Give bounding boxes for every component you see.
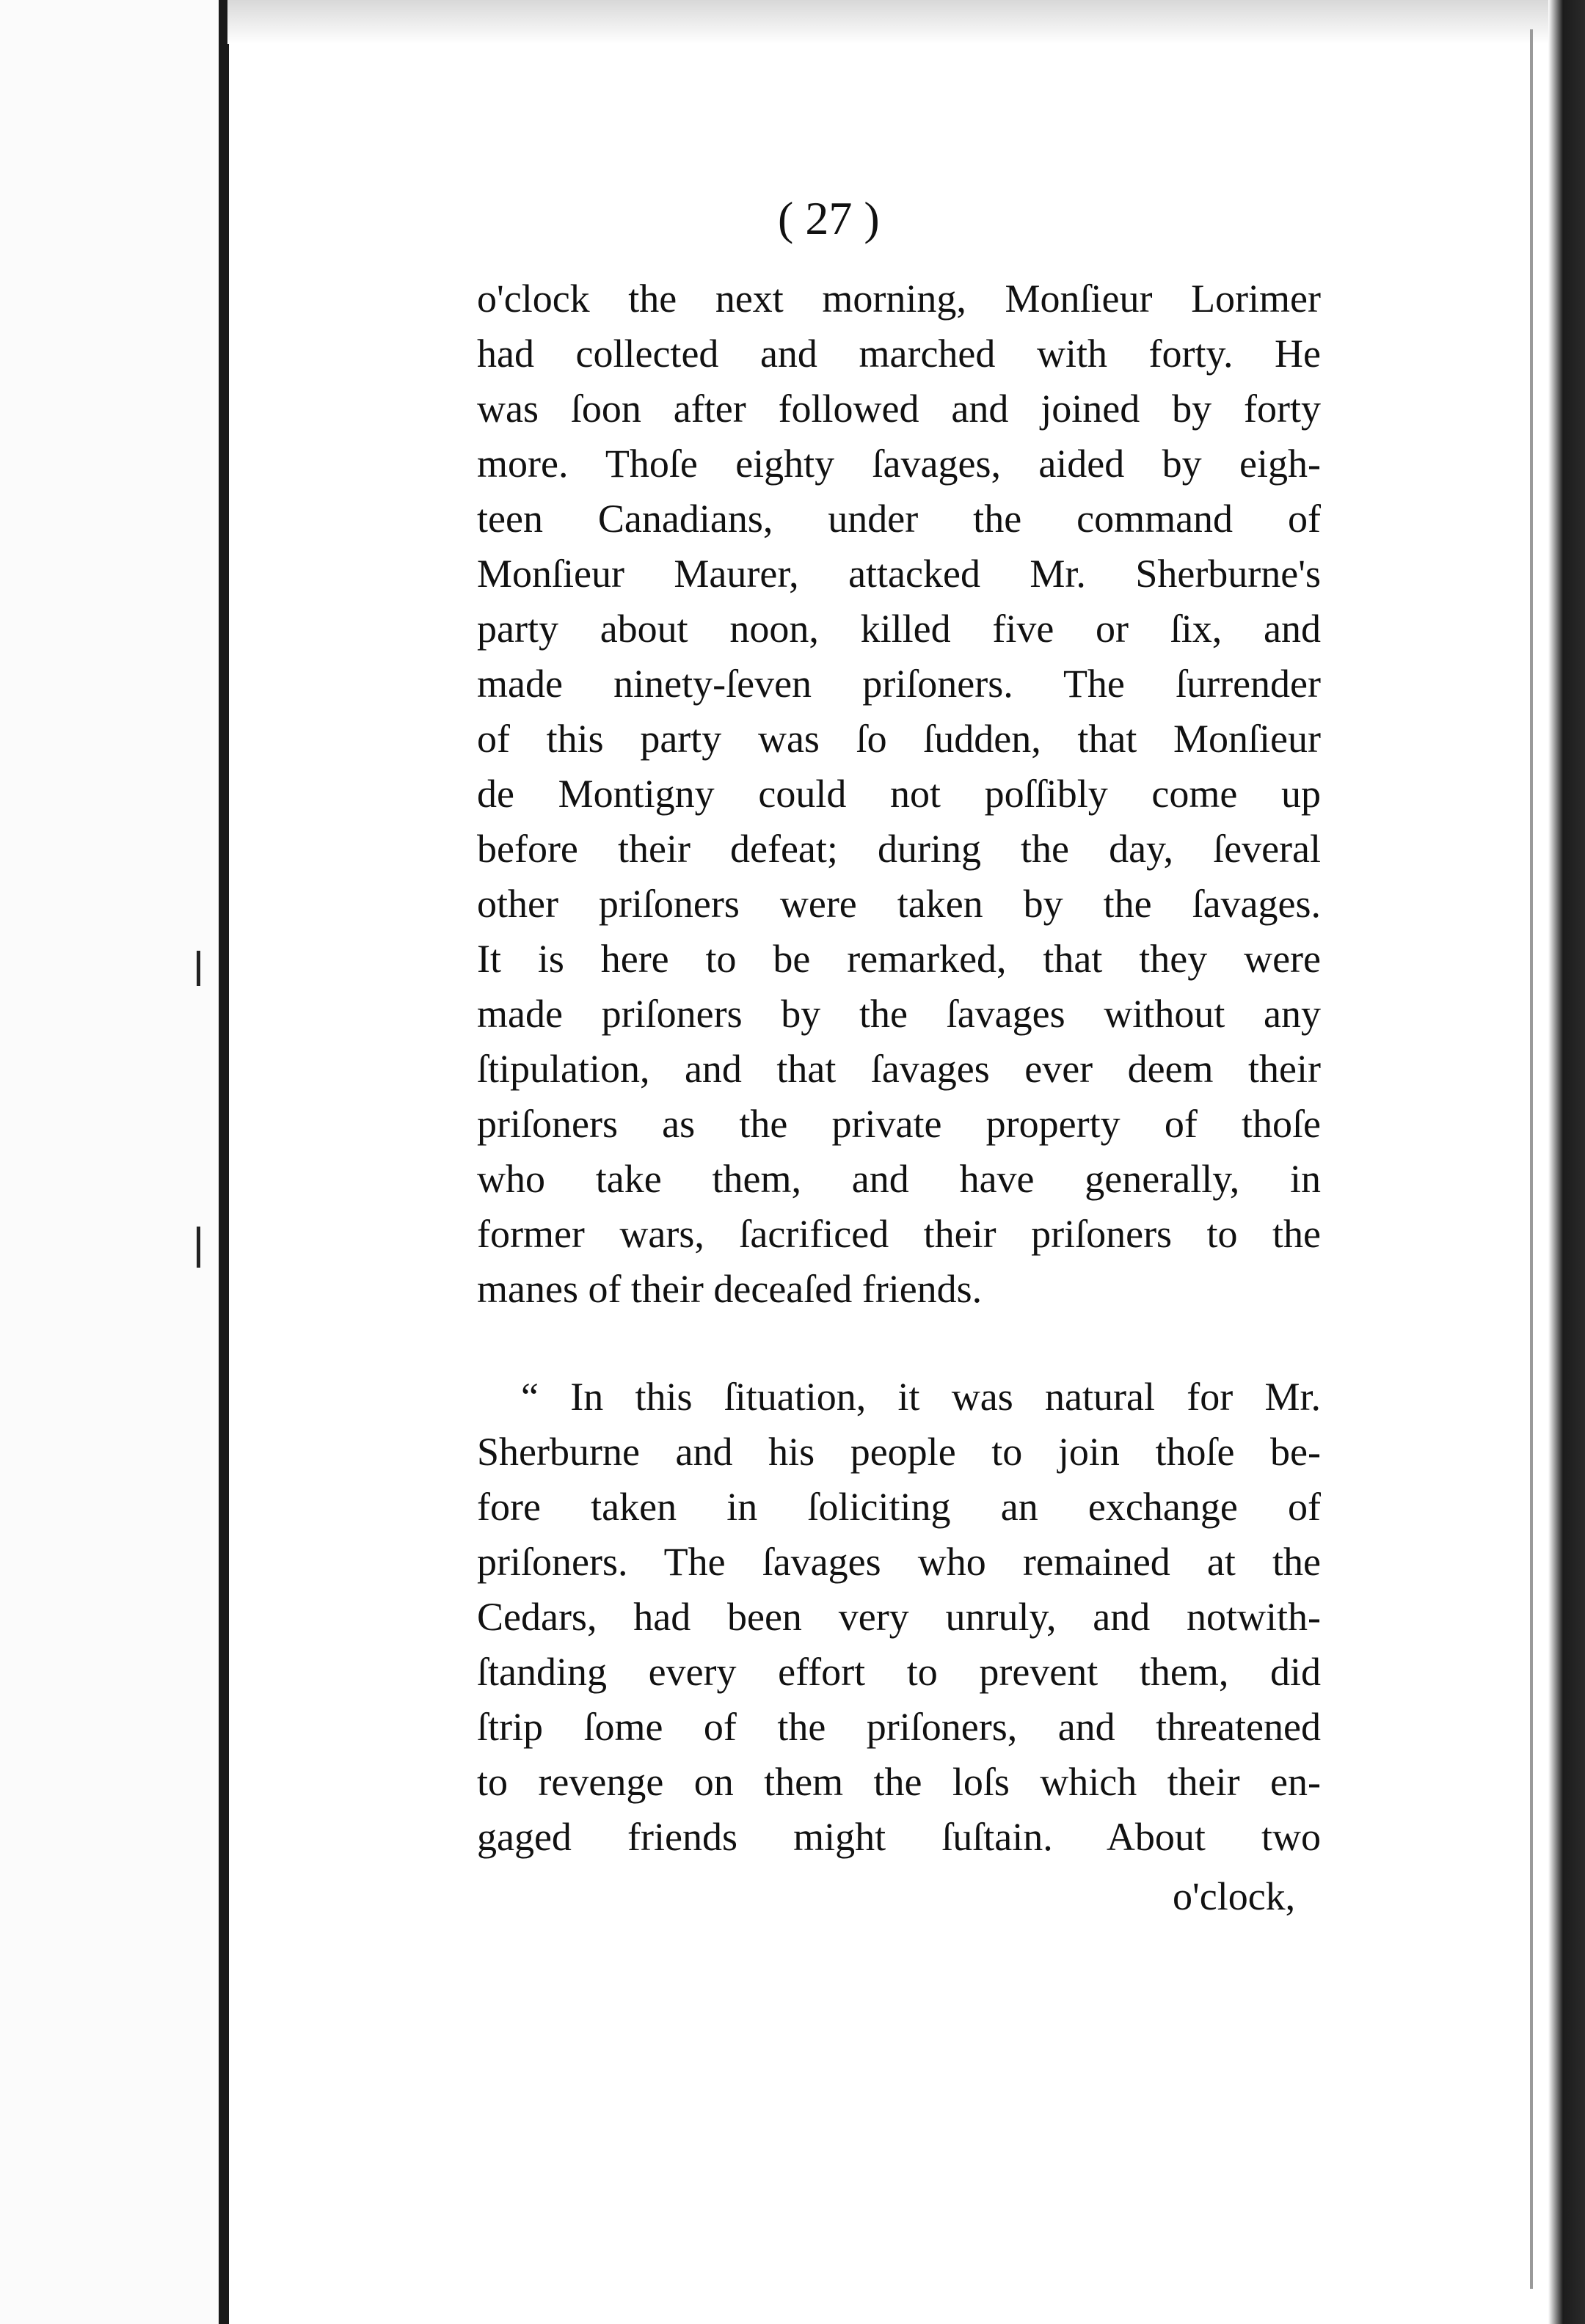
margin-mark (197, 1227, 200, 1268)
catchword: o'clock, (1173, 1874, 1296, 1918)
text-line: before their defeat; during the day, ſeveral (477, 827, 1321, 871)
text-line: who take them, and have generally, in (477, 1157, 1321, 1201)
text-line: fore taken in ſoliciting an exchange of (477, 1485, 1321, 1529)
text-line: It is here to be remarked, that they were (477, 937, 1321, 981)
text-line: made ninety-ſeven priſoners. The ſurrender (477, 662, 1321, 706)
left-margin (0, 0, 219, 2324)
text-line: more. Thoſe eighty ſavages, aided by eigh- (477, 442, 1321, 486)
text-line: made priſoners by the ſavages without any (477, 992, 1321, 1036)
page-right-edge-line (1530, 29, 1533, 2289)
text-line: was ſoon after followed and joined by forty (477, 387, 1321, 431)
text-line: to revenge on them the loſs which their en- (477, 1760, 1321, 1804)
text-line: “ In this ſituation, it was natural for Mr. (521, 1375, 1321, 1419)
binding-gutter-line (219, 0, 229, 2324)
text-line: gaged friends might ſuſtain. About two (477, 1815, 1321, 1859)
text-line: manes of their deceaſed friends. (477, 1267, 983, 1311)
text-line: of this party was ſo ſudden, that Monſieur (477, 717, 1321, 761)
text-line: Monſieur Maurer, attacked Mr. Sherburne's (477, 552, 1321, 596)
body-text (477, 271, 1321, 1865)
text-line: Sherburne and his people to join thoſe be- (477, 1430, 1321, 1474)
text-line: ſtanding every effort to prevent them, did (477, 1650, 1321, 1694)
text-line: ſtrip ſome of the priſoners, and threatened (477, 1705, 1321, 1749)
margin-mark (197, 951, 200, 986)
page-number: ( 27 ) (778, 192, 880, 244)
scan-top-shadow (227, 0, 1585, 44)
text-line: priſoners. The ſavages who remained at the (477, 1540, 1321, 1584)
text-line: o'clock the next morning, Monſieur Lorimer (477, 277, 1321, 321)
page-right-edge (1548, 0, 1585, 2324)
paragraph (477, 1370, 1321, 1865)
text-line: party about noon, killed five or ſix, and (477, 607, 1321, 651)
text-line: former wars, ſacrificed their priſoners to the (477, 1212, 1321, 1256)
paragraph (477, 271, 1321, 1317)
text-line: other priſoners were taken by the ſavages. (477, 882, 1321, 926)
paragraph-gap (477, 1317, 1321, 1370)
text-line: de Montigny could not poſſibly come up (477, 772, 1321, 816)
text-line: teen Canadians, under the command of (477, 497, 1321, 541)
text-line: had collected and marched with forty. He (477, 332, 1321, 376)
text-line: Cedars, had been very unruly, and notwith- (477, 1595, 1321, 1639)
text-line: priſoners as the private property of thoſe (477, 1102, 1321, 1146)
text-line: ſtipulation, and that ſavages ever deem their (477, 1047, 1321, 1091)
